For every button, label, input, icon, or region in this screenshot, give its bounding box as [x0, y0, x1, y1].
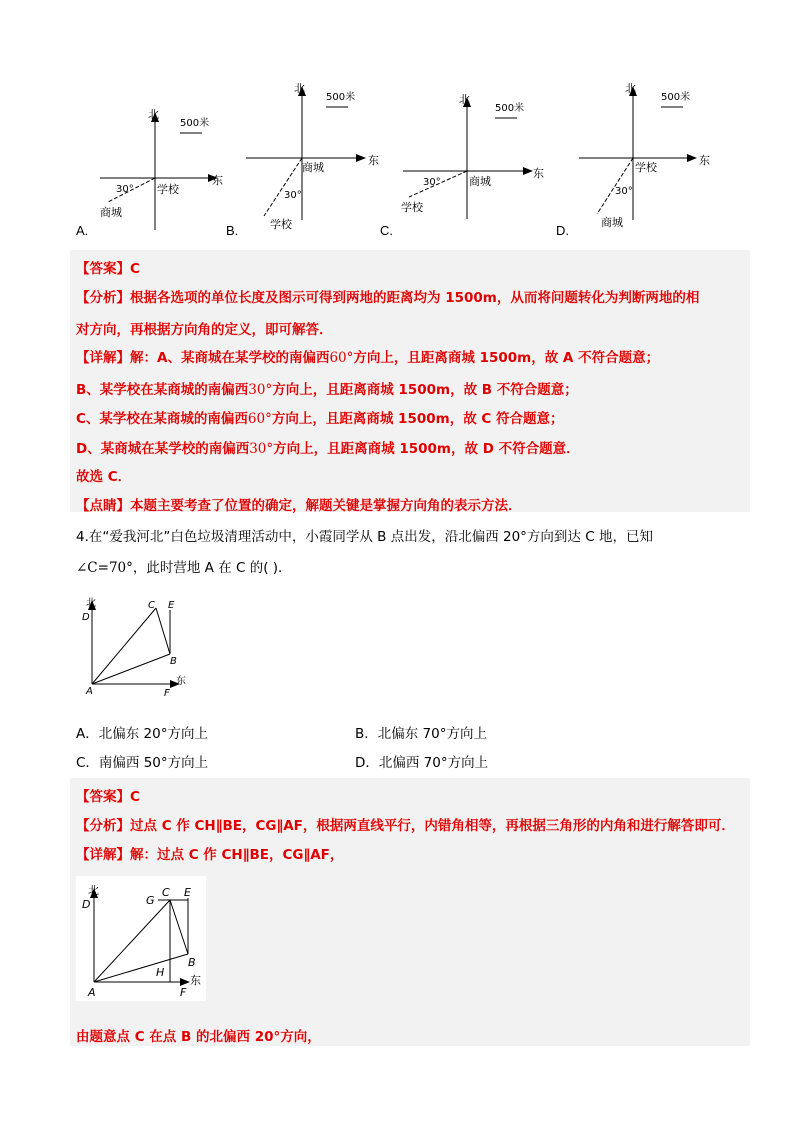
scale-label: 500米	[326, 92, 356, 103]
north-label: 北	[459, 93, 470, 106]
point-d: D	[82, 612, 90, 623]
q3-detail-d: D、某商城在某学校的南偏西30°方向上，且距离商城 1500m，故 D 不符合题意．	[76, 441, 580, 457]
q4-answer: 【答案】C	[76, 789, 140, 805]
east-label: 东	[212, 174, 223, 187]
point-f: F	[164, 688, 170, 699]
diagram-d	[575, 80, 725, 230]
point-d: D	[82, 898, 91, 911]
option-a-label[interactable]: A.	[76, 223, 89, 238]
diagram-a	[90, 100, 230, 240]
q4-analysis: 【分析】过点 C 作 CH∥BE，CG∥AF，根据两直线平行，内错角相等，再根据三角形的内角和进行解答即可．	[76, 818, 735, 834]
point-a: A	[88, 986, 96, 999]
q3-analysis-line1: 【分析】根据各选项的单位长度及图示可得到两地的距离均为 1500m，从而将问题转化为判断两地的相	[76, 290, 700, 306]
point-h: H	[156, 966, 165, 979]
point-a: A	[86, 686, 93, 697]
q4-figure	[76, 592, 196, 702]
north-label: 北	[88, 884, 99, 897]
q3-detail-a: 【详解】解：A、某商城在某学校的南偏西60°方向上，且距离商城 1500m，故 A 不符合题意；	[76, 350, 660, 366]
center-label: 学校	[635, 161, 657, 174]
point-e: E	[168, 600, 175, 611]
q4-stem-line2: ∠C=70°，此时营地 A 在 C 的( )．	[76, 560, 292, 576]
angle-label: 30°	[615, 186, 633, 197]
q3-detail-b: B、某学校在某商城的南偏西30°方向上，且距离商城 1500m，故 B 不符合题意；	[76, 382, 578, 398]
scale-label: 500米	[180, 118, 210, 129]
diagram-c	[395, 85, 545, 225]
point-b: B	[170, 656, 177, 667]
option-d-label[interactable]: D.	[556, 223, 569, 238]
scale-label: 500米	[661, 92, 691, 103]
q4-last-line: 由题意点 C 在点 B 的北偏西 20°方向，	[76, 1029, 321, 1045]
q3-conclusion: 故选 C．	[76, 469, 132, 485]
north-label: 北	[625, 82, 636, 95]
angle-label: 30°	[423, 177, 441, 188]
east-label: 东	[533, 167, 544, 180]
center-label: 商城	[469, 175, 491, 188]
q4-detail: 【详解】解：过点 C 作 CH∥BE，CG∥AF，	[76, 847, 344, 863]
point-b: B	[188, 956, 196, 969]
q3-option-diagrams	[0, 70, 800, 245]
option-b-label[interactable]: B.	[226, 223, 239, 238]
q4-stem-line1: 4.在“爱我河北”白色垃圾清理活动中，小霞同学从 B 点出发，沿北偏西 20°方向到达 C 地，已知	[76, 529, 653, 545]
east-label: 东	[190, 974, 201, 987]
q4-choice-b[interactable]: B．北偏东 70°方向上	[355, 726, 487, 742]
center-label: 学校	[157, 183, 179, 196]
north-label: 北	[86, 598, 96, 609]
east-label: 东	[368, 154, 379, 167]
scale-label: 500米	[495, 103, 525, 114]
q3-answer: 【答案】C	[76, 261, 140, 277]
q3-comment: 【点睛】本题主要考查了位置的确定，解题关键是掌握方向角的表示方法．	[76, 498, 522, 514]
angle-label: 30°	[116, 184, 134, 195]
option-c-label[interactable]: C.	[380, 223, 393, 238]
end-label: 学校	[270, 218, 292, 230]
end-label: 学校	[401, 201, 423, 214]
north-label: 北	[148, 108, 159, 121]
q4-solution-figure	[76, 876, 206, 1001]
north-label: 北	[294, 82, 305, 95]
diagram-b	[240, 80, 380, 230]
q3-analysis-line2: 对方向，再根据方向角的定义，即可解答．	[76, 322, 333, 338]
angle-label: 30°	[284, 190, 302, 201]
q3-detail-c: C、某学校在某商城的南偏西60°方向上，且距离商城 1500m，故 C 符合题意；	[76, 411, 564, 427]
east-label: 东	[699, 154, 710, 167]
end-label: 商城	[100, 206, 122, 219]
east-label: 东	[176, 676, 186, 687]
point-f: F	[180, 986, 187, 999]
point-g: G	[146, 894, 155, 907]
point-c: C	[148, 600, 155, 611]
end-label: 商城	[601, 216, 623, 229]
center-label: 商城	[302, 161, 324, 174]
point-e: E	[184, 886, 191, 899]
q4-choice-c[interactable]: C．南偏西 50°方向上	[76, 755, 209, 771]
q4-choice-d[interactable]: D．北偏西 70°方向上	[355, 755, 489, 771]
q4-choice-a[interactable]: A．北偏东 20°方向上	[76, 726, 208, 742]
point-c: C	[162, 886, 170, 899]
